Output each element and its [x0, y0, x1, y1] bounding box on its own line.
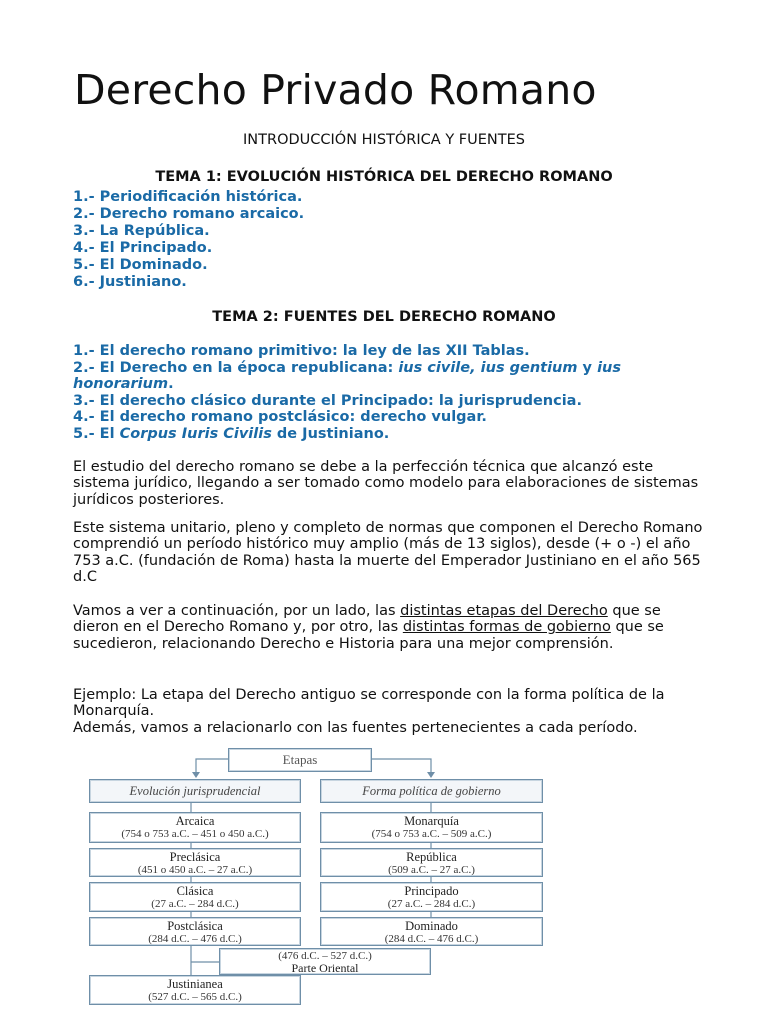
tema2-item5-text: de Justiniano. — [271, 425, 390, 442]
stage-name: Clásica — [176, 884, 214, 898]
government-dates: (284 d.C. – 476 d.C.) — [384, 933, 479, 945]
connector-line — [370, 759, 431, 775]
stage-dates: (476 d.C. – 527 d.C.) — [278, 950, 372, 962]
government-dates: (27 a.C. – 284 d.C.) — [387, 898, 476, 910]
paragraph-stages-text: que se dieron en el Derecho Romano y, por otro, las — [73, 603, 661, 636]
tema1-item: 4.- El Principado. — [73, 240, 213, 256]
stage-name: Parte Oriental — [291, 961, 359, 975]
connector-line — [196, 759, 228, 775]
government-republica — [320, 848, 543, 877]
stage-parte-oriental — [219, 948, 431, 975]
stage-dates: (284 d.C. – 476 d.C.) — [148, 933, 242, 945]
tema2-item: 4.- El derecho romano postclásico: derecho vulgar. — [73, 409, 487, 425]
paragraph-example — [73, 687, 703, 736]
example-line: Además, vamos a relacionarlo con las fuentes pertenecientes a cada período. — [73, 719, 638, 736]
stage-name: Postclásica — [167, 919, 223, 933]
tema1-list — [73, 189, 304, 291]
government-monarquia — [320, 812, 543, 843]
government-dominado — [320, 917, 543, 946]
tema1-item: 6.- Justiniano. — [73, 274, 187, 290]
tema2-item2-text: 2.- El Derecho en la época republicana: — [73, 359, 399, 376]
diagram-root: Etapas — [228, 748, 372, 772]
stage-dates: (27 a.C. – 284 d.C.) — [151, 898, 239, 910]
tema2-item: 3.- El derecho clásico durante el Principado: la jurisprudencia. — [73, 392, 582, 409]
stage-dates: (451 o 450 a.C. – 27 a.C.) — [137, 864, 253, 876]
stage-dates: (527 d.C. – 565 d.C.) — [148, 991, 242, 1003]
government-dates: (509 a.C. – 27 a.C.) — [388, 864, 475, 876]
underlined-stages: distintas etapas del Derecho — [400, 603, 608, 619]
government-name: Dominado — [405, 919, 458, 933]
stage-name: Arcaica — [175, 814, 215, 828]
government-name: Monarquía — [404, 814, 459, 828]
stages-diagram — [85, 745, 545, 1007]
document-title: Derecho Privado Romano — [74, 66, 597, 114]
tema2-heading: TEMA 2: FUENTES DEL DERECHO ROMANO — [212, 309, 556, 325]
stage-dates: (754 o 753 a.C. – 451 o 450 a.C.) — [121, 828, 269, 840]
paragraph-stages-text: que se sucedieron, relacionando Derecho e Historia para una mejor comprensión. — [73, 619, 664, 652]
government-name: Principado — [404, 884, 459, 898]
left-column-header: Evolución jurisprudencial — [89, 779, 301, 803]
tema2-item — [73, 426, 673, 443]
tema1-item: 2.- Derecho romano arcaico. — [73, 206, 305, 222]
example-line: Ejemplo: La etapa del Derecho antiguo se corresponde con la forma política de la Monarquía. — [73, 687, 665, 720]
stage-arcaica — [89, 812, 301, 843]
tema2-item: 1.- El derecho romano primitivo: la ley de las XII Tablas. — [73, 343, 530, 359]
paragraph-stages-text: Vamos a ver a continuación, por un lado, las — [73, 603, 401, 619]
tema1-heading: TEMA 1: EVOLUCIÓN HISTÓRICA DEL DERECHO ROMANO — [155, 169, 613, 185]
stage-name: Preclásica — [169, 850, 221, 864]
government-principado — [320, 882, 543, 912]
stage-clasica — [89, 882, 301, 912]
tema1-item: 1.- Periodificación histórica. — [73, 189, 303, 205]
tema1-item: 5.- El Dominado. — [73, 257, 208, 273]
tema1-item: 3.- La República. — [73, 223, 210, 239]
document-subtitle: INTRODUCCIÓN HISTÓRICA Y FUENTES — [243, 132, 525, 148]
arrow-head — [427, 772, 435, 778]
tema2-item — [73, 360, 673, 393]
stage-preclasica — [89, 848, 301, 877]
stage-justinianea — [89, 975, 301, 1005]
underlined-government: distintas formas de gobierno — [402, 619, 611, 636]
government-dates: (754 o 753 a.C. – 509 a.C.) — [371, 828, 492, 840]
government-name: República — [406, 850, 457, 864]
arrow-head — [192, 772, 200, 778]
tema2-list — [73, 343, 673, 442]
tema2-item2-emphasis: ius civile, ius gentium — [398, 359, 578, 376]
tema2-item2-emphasis: ius honorarium — [73, 359, 621, 392]
right-column-header: Forma política de gobierno — [320, 779, 543, 803]
tema2-item5-emphasis: Corpus Iuris Civilis — [119, 425, 272, 442]
stage-name: Justinianea — [167, 977, 223, 991]
paragraph-stages — [73, 603, 703, 652]
tema2-item2-connector: y — [577, 359, 598, 376]
paragraph-intro: El estudio del derecho romano se debe a la perfección técnica que alcanzó este sistema jurídico, llegando a ser tomado como modelo para elaboraciones de sistemas jurídicos posteriores. — [73, 459, 699, 508]
tema2-item2-period: . — [168, 376, 174, 392]
tema2-item5-text: 5.- El — [73, 425, 120, 442]
paragraph-system: Este sistema unitario, pleno y completo de normas que componen el Derecho Romano comprendió un período histórico muy amplio (más de 13 siglos), desde (+ o -) el año 753 a.C. (fundación de Roma) hasta la muerte del Emperador Justiniano en el año 565 d.C — [73, 520, 703, 585]
stage-postclasica — [89, 917, 301, 946]
